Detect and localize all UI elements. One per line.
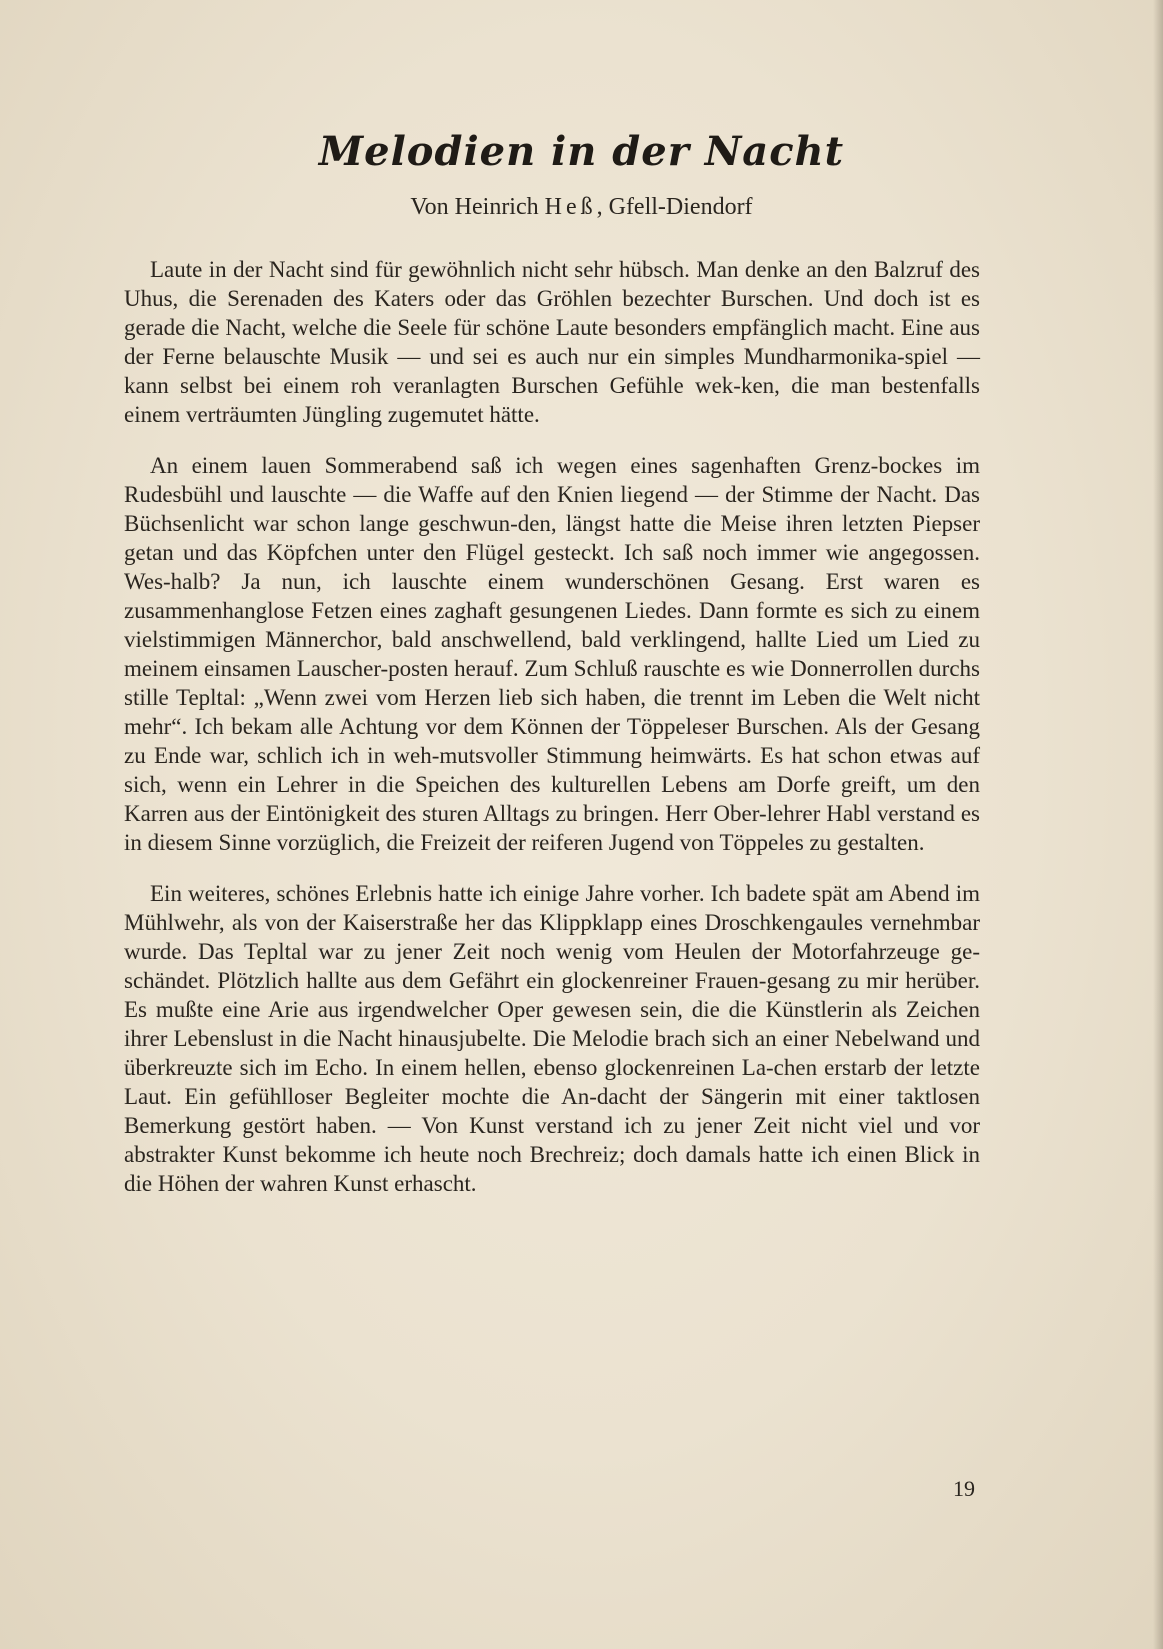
paragraph-2: An einem lauen Sommerabend saß ich wegen eines sagenhaften Grenz-bockes im Rudesbühl und lauschte — die Waffe auf den Knien liegend — der Stimme der Nacht. Das Büchsenlicht war schon lange geschwun-den, längst hatte die Meise ihren letzten Piepser getan und das Köpfchen unter den Flügel gesteckt. Ich saß noch immer wie angegossen. Wes-halb? Ja nun, ich lauschte einem wunderschönen Gesang. Erst waren es zusammenhanglose Fetzen eines zaghaft gesungenen Liedes. Dann formte es sich zu einem vielstimmigen Männerchor, bald anschwellend, bald verklingend, hallte Lied um Lied zu meinem einsamen Lauscher-posten herauf. Zum Schluß rauschte es wie Donnerrollen durchs stille Tepltal: „Wenn zwei vom Herzen lieb sich haben, die trennt im Leben die Welt nicht mehr“. Ich bekam alle Achtung vor dem Können der Töppeleser Burschen. Als der Gesang zu Ende war, schlich ich in weh-mutsvoller Stimmung heimwärts. Es hat schon etwas auf sich, wenn ein Lehrer in die Speichen des kulturellen Lebens am Dorfe greift, um den Karren aus der Eintönigkeit des sturen Alltags zu bringen. Herr Ober-lehrer Habl verstand es in diesem Sinne vorzüglich, die Freizeit der reiferen Jugend von Töppeles zu gestalten.: [124, 453, 980, 855]
page-number: 19: [953, 1476, 975, 1501]
paragraph-1: Laute in der Nacht sind für gewöhnlich nicht sehr hübsch. Man denke an den Balzruf des Uhus, die Serenaden des Katers oder das Gröhlen bezechter Burschen. Und doch ist es gerade die Nacht, welche die Seele für schöne Laute besonders empfänglich macht. Eine aus der Ferne belauschte Musik — und sei es auch nur ein simples Mundharmonika-spiel — kann selbst bei einem roh veranlagten Burschen Gefühle wek-ken, die man bestenfalls einem verträumten Jüngling zugemutet hätte.: [124, 257, 980, 427]
byline-location: , Gfell-Diendorf: [596, 194, 753, 220]
paragraph-3: Ein weiteres, schönes Erlebnis hatte ich einige Jahre vorher. Ich badete spät am Abend im Mühlwehr, als von der Kaiserstraße her das Klippklapp eines Droschkengaules vernehmbar wurde. Das Tepltal war zu jener Zeit noch wenig vom Heulen der Motorfahrzeuge ge-schändet. Plötzlich hallte aus dem Gefährt ein glockenreiner Frauen-gesang zu mir herüber. Es mußte eine Arie aus irgendwelcher Oper gewesen sein, die die Künstlerin als Zeichen ihrer Lebenslust in die Nacht hinausjubelte. Die Melodie brach sich an einer Nebelwand und überkreuzte sich im Echo. In einem hellen, ebenso glockenreinen La-chen erstarb der letzte Laut. Ein gefühlloser Begleiter mochte die An-dacht der Sängerin mit einer taktlosen Bemerkung gestört haben. — Von Kunst verstand ich zu jener Zeit nicht viel und vor abstrakter Kunst bekomme ich heute noch Brechreiz; doch damals hatte ich einen Blick in die Höhen der wahren Kunst erhascht.: [124, 881, 980, 1196]
article-title: Melodien in der Nacht: [318, 128, 845, 175]
article-byline: [0, 194, 1163, 221]
byline-author-surname: Heß: [544, 194, 597, 220]
byline-prefix: Von Heinrich: [410, 194, 545, 220]
article-body: [124, 255, 980, 1220]
